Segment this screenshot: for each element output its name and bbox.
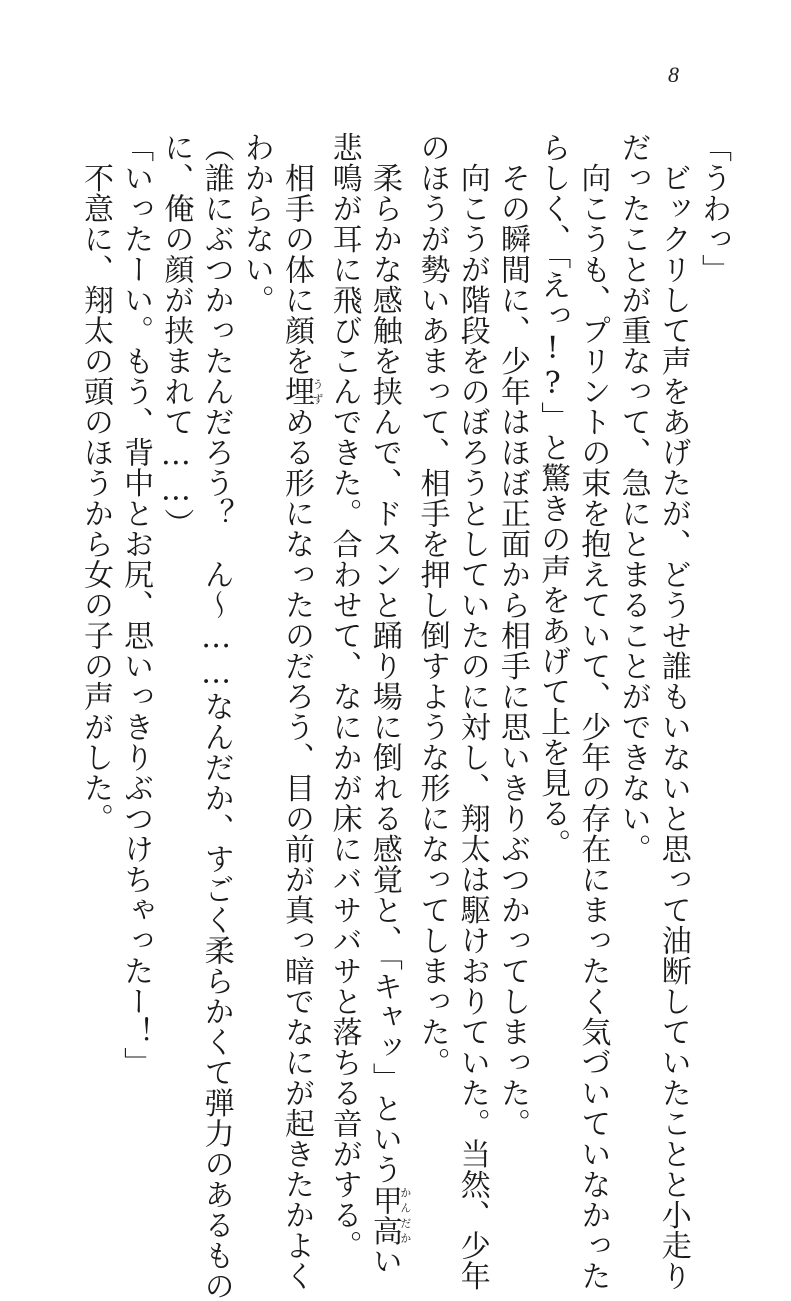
- text-line: 「うわっ」: [696, 132, 731, 285]
- text-line: 向こうが階段をのぼろうとしていたのに対し、翔太は駆けおりていた。当然、少年: [454, 132, 490, 1291]
- text-line: （誰にぶつかったんだろう？ ん〜……なんだか、すごく柔らかくて弾力のあるもの: [198, 132, 234, 1301]
- text-line: らしく、「えっ!?」と驚きの声をあげて上を見る。: [535, 132, 571, 859]
- text-line: のほうが勢いあまって、相手を押し倒すような形になってしまった。: [414, 132, 450, 1078]
- vertical-text-body: [75, 132, 733, 1301]
- text-segment: 柔らかな感触を挟んで、ドスンと踊り場に倒れる感覚と、「キャッ」という: [366, 132, 402, 1185]
- text-line: に、俺の顔が挟まれて……）: [158, 132, 194, 539]
- text-line: 「いったーい。もう、背中とお尻、思いっきりぶつけちゃったー！」: [118, 132, 154, 1078]
- ruby-kandaka: 甲高かんだか: [366, 1184, 412, 1246]
- text-line: 向こうも、プリントの束を抱えていて、少年の存在にまったく気づいていなかった: [575, 132, 611, 1291]
- text-line: わからない。: [238, 132, 274, 315]
- page-number: 8: [668, 62, 679, 87]
- text-line: ビックリして声をあげたが、どうせ誰もいないと思って油断していたことと小走り: [655, 132, 691, 1291]
- text-line-with-ruby: [276, 132, 324, 1291]
- ruby-uzu: 埋うず: [278, 376, 324, 407]
- text-line: 不意に、翔太の頭のほうから女の子の声がした。: [77, 132, 113, 834]
- text-line-with-ruby: [364, 132, 412, 1276]
- text-segment: める形になったのだろう、目の前が真っ暗でなにが起きたかよく: [278, 406, 314, 1291]
- text-line: 悲鳴が耳に飛びこんできた。合わせて、なにかが床にバサバサと落ちる音がする。: [326, 132, 362, 1261]
- text-segment: い: [366, 1245, 402, 1276]
- text-line: だったことが重なって、急にとまることができない。: [615, 132, 651, 864]
- text-segment: 相手の体に顔を: [278, 132, 314, 376]
- text-line: その瞬間に、少年はほぼ正面から相手に思いきりぶつかってしまった。: [494, 132, 530, 1139]
